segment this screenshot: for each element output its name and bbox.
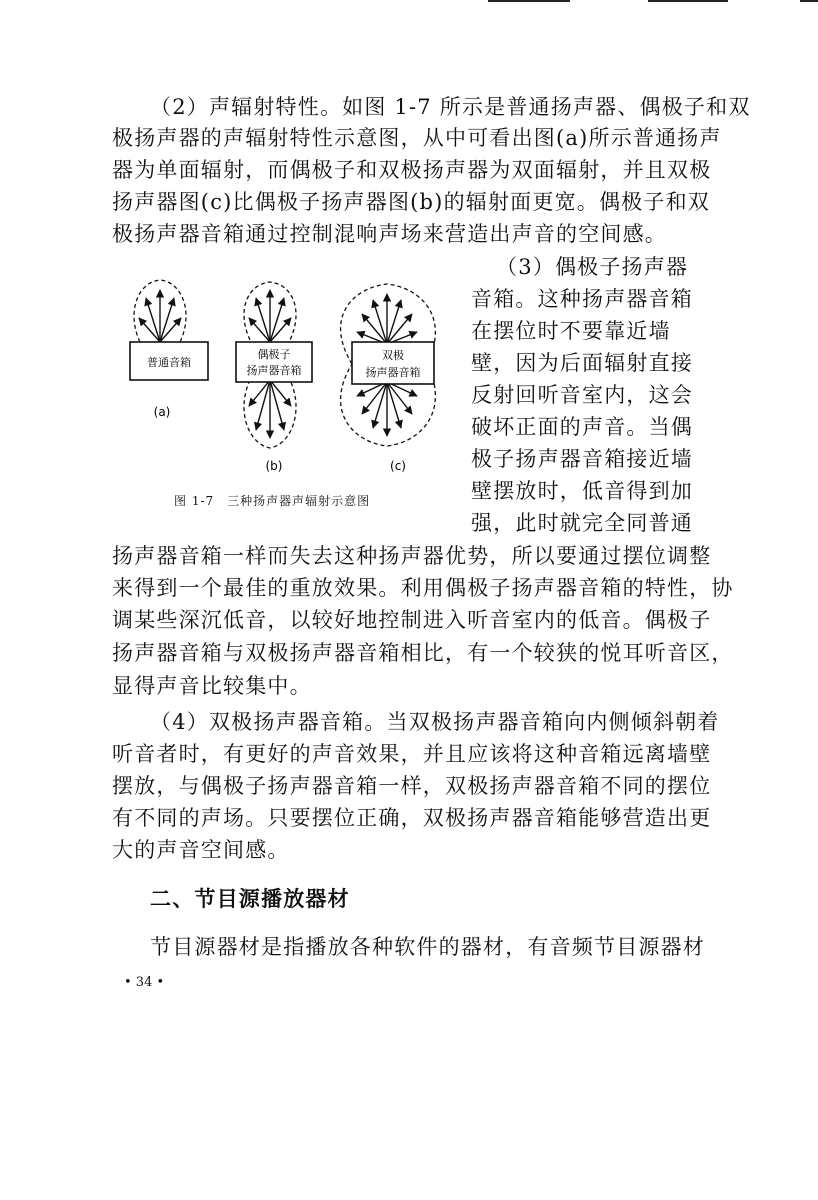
box-c-label-line1: 双极 (382, 349, 404, 362)
diagram-c (341, 284, 436, 446)
text-line: 极子扬声器音箱接近墙 (471, 447, 693, 471)
header-rule-2 (648, 0, 728, 2)
text-line: 壁摆放时，低音得到加 (471, 479, 693, 503)
text-line: 听音者时，有更好的声音效果，并且应该将这种音箱远离墙壁 (112, 742, 712, 766)
text-line: 扬声器音箱与双极扬声器音箱相比，有一个较狭的悦耳听音区， (112, 641, 734, 665)
text-line: 反射回听音室内，这会 (471, 383, 693, 407)
diagram-b (236, 282, 312, 448)
text-line: 音箱。这种扬声器音箱 (471, 287, 693, 311)
text-line: 扬声器图(c)比偶极子扬声器图(b)的辐射面更宽。偶极子和双 (112, 190, 710, 214)
text-line: 破坏正面的声音。当偶 (471, 415, 693, 439)
label-b: (b) (265, 459, 283, 473)
text-line: 在摆位时不要靠近墙 (471, 319, 671, 343)
box-b-label-line1: 偶极子 (257, 348, 291, 361)
section-heading: 二、节目源播放器材 (150, 886, 350, 911)
text-line: 摆放，与偶极子扬声器音箱一样，双极扬声器音箱不同的摆位 (112, 774, 712, 798)
text-line: 显得声音比较集中。 (112, 674, 312, 698)
figure-caption: 图 1-7 三种扬声器声辐射示意图 (174, 494, 371, 508)
text-line: 极扬声器音箱通过控制混响声场来营造出声音的空间感。 (112, 222, 667, 246)
text-line: （3）偶极子扬声器 (496, 255, 689, 279)
text-line: 极扬声器的声辐射特性示意图，从中可看出图(a)所示普通扬声 (112, 126, 722, 150)
text-line: 器为单面辐射，而偶极子和双极扬声器为双面辐射，并且双极 (112, 158, 712, 182)
text-line: 扬声器音箱一样而失去这种扬声器优势，所以要通过摆位调整 (112, 544, 712, 568)
header-rule-1 (488, 0, 570, 2)
text-line: 大的声音空间感。 (112, 838, 290, 862)
text-line: 强，此时就完全同普通 (471, 511, 693, 535)
diagram-a (130, 280, 208, 380)
label-a: (a) (153, 405, 171, 419)
box-b-label-line2: 扬声器音箱 (246, 364, 302, 377)
text-line: 来得到一个最佳的重放效果。利用偶极子扬声器音箱的特性，协 (112, 576, 734, 600)
figure-1-7 (112, 270, 462, 520)
header-rule-3 (800, 0, 818, 2)
text-line: （2）声辐射特性。如图 1-7 所示是普通扬声器、偶极子和双 (150, 95, 751, 119)
text-line: 调某些深沉低音，以较好地控制进入听音室内的低音。偶极子 (112, 608, 712, 632)
radiation-diagram (112, 270, 462, 480)
box-c-label-line2: 扬声器音箱 (365, 366, 421, 379)
text-line: 有不同的声场。只要摆位正确，双极扬声器音箱能够营造出更 (112, 806, 712, 830)
box-a-label: 普通音箱 (147, 356, 191, 369)
label-c: (c) (390, 459, 406, 473)
page-number: • 34 • (124, 975, 165, 990)
text-line: （4）双极扬声器音箱。当双极扬声器音箱向内侧倾斜朝着 (150, 710, 720, 734)
text-line: 节目源器材是指播放各种软件的器材，有音频节目源器材 (150, 935, 705, 959)
text-line: 壁，因为后面辐射直接 (471, 351, 693, 375)
